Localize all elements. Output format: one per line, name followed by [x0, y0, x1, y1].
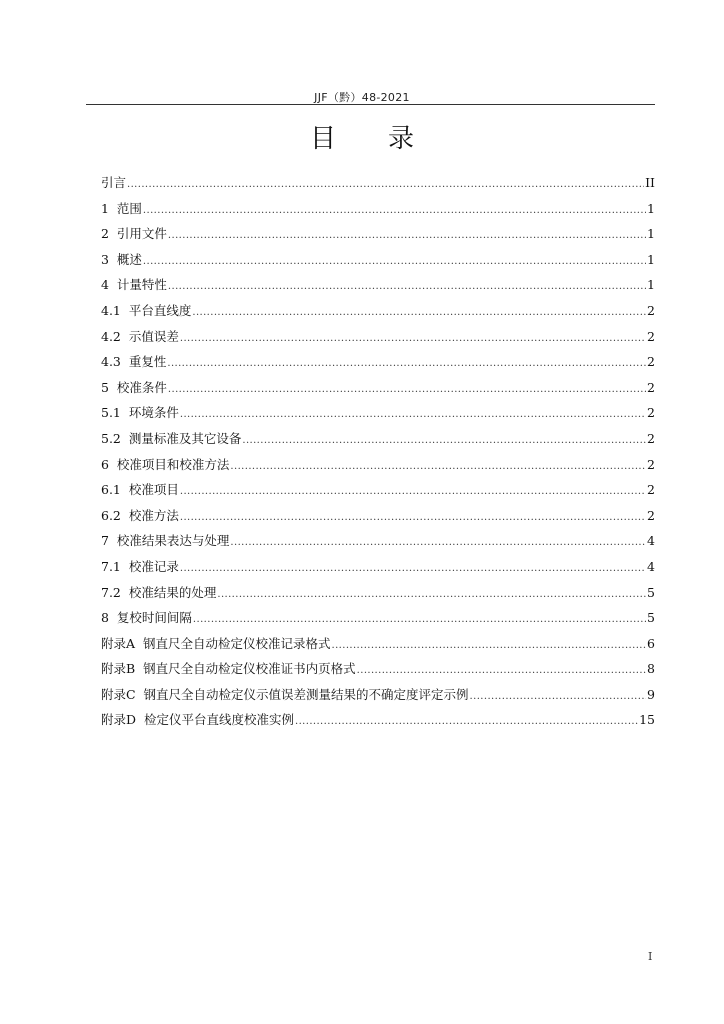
toc-entry-label	[101, 298, 191, 324]
toc-entry-number: 附录A	[101, 635, 136, 651]
toc-entry-page: 1	[647, 200, 655, 216]
toc-entry-label	[101, 349, 166, 375]
toc-entry-page: 2	[647, 482, 655, 498]
toc-entry-text: 钢直尺全自动检定仪示值误差测量结果的不确定度评定示例	[143, 686, 469, 702]
toc-entry[interactable]	[101, 349, 655, 375]
toc-entry-page: 8	[647, 661, 655, 677]
toc-entry-number: 附录D	[101, 712, 137, 728]
toc-dot-leader	[193, 607, 646, 633]
toc-entry-page: 15	[639, 712, 655, 728]
toc-entry[interactable]	[101, 477, 655, 503]
toc-entry-number: 6.1	[101, 482, 121, 498]
toc-dot-leader	[470, 684, 647, 710]
toc-entry-label	[101, 605, 192, 631]
toc-dot-leader	[180, 505, 646, 531]
page-title: 目录	[309, 124, 466, 154]
toc-entry-label	[101, 503, 179, 529]
toc-entry-label	[101, 707, 294, 733]
toc-dot-leader	[180, 402, 646, 428]
toc-entry[interactable]	[101, 221, 655, 247]
toc-entry-label	[101, 196, 142, 222]
toc-entry-text: 复校时间间隔	[116, 610, 192, 626]
toc-entry[interactable]	[101, 196, 655, 222]
toc-entry-page: 4	[647, 558, 655, 574]
toc-entry-page: 2	[647, 354, 655, 370]
toc-entry[interactable]	[101, 272, 655, 298]
toc-entry-label	[101, 375, 167, 401]
toc-dot-leader	[242, 428, 646, 454]
toc-dot-leader	[167, 351, 646, 377]
toc-entry-text: 重复性	[128, 354, 167, 370]
toc-entry[interactable]	[101, 170, 655, 196]
toc-entry[interactable]	[101, 503, 655, 529]
toc-entry-number: 附录B	[101, 661, 136, 677]
toc-dot-leader	[180, 479, 646, 505]
toc-dot-leader	[168, 274, 646, 300]
toc-entry-text: 引用文件	[116, 226, 167, 242]
toc-entry-number: 6	[101, 456, 109, 472]
toc-entry-page: 2	[647, 430, 655, 446]
toc-entry-label	[101, 631, 331, 657]
toc-entry[interactable]	[101, 656, 655, 682]
toc-entry-number: 4.2	[101, 328, 121, 344]
toc-entry-label	[101, 528, 229, 554]
toc-entry[interactable]	[101, 426, 655, 452]
toc-entry-label	[101, 426, 241, 452]
toc-entry-label	[101, 477, 179, 503]
toc-entry-text: 示值误差	[128, 328, 179, 344]
toc-entry[interactable]	[101, 247, 655, 273]
toc-entry-text: 测量标准及其它设备	[128, 430, 242, 446]
toc-entry-text: 计量特性	[116, 277, 167, 293]
toc-entry-text: 钢直尺全自动检定仪校准证书内页格式	[143, 661, 356, 677]
toc-entry-text: 范围	[116, 200, 142, 216]
toc-entry-page: 2	[647, 302, 655, 318]
toc-dot-leader	[332, 633, 647, 659]
toc-entry-page: II	[645, 175, 655, 190]
toc-entry[interactable]	[101, 554, 655, 580]
toc-entry-text: 校准结果的处理	[128, 584, 217, 600]
toc-entry-number: 8	[101, 610, 109, 626]
toc-entry-number: 5.1	[101, 405, 121, 421]
toc-entry[interactable]	[101, 324, 655, 350]
toc-entry[interactable]	[101, 605, 655, 631]
toc-entry-text: 校准方法	[128, 507, 179, 523]
toc-entry-text: 概述	[116, 251, 142, 267]
toc-entry-text: 环境条件	[128, 405, 179, 421]
toc-dot-leader	[357, 658, 646, 684]
toc-entry-label	[101, 221, 167, 247]
toc-entry-number: 4.3	[101, 354, 121, 370]
table-of-contents	[101, 170, 655, 733]
toc-entry-text: 校准项目和校准方法	[116, 456, 230, 472]
toc-dot-leader	[180, 556, 646, 582]
toc-entry-label	[101, 400, 179, 426]
document-code-header: JJF（黔）48-2021	[314, 91, 410, 104]
toc-entry-number: 2	[101, 226, 109, 242]
toc-entry-label	[101, 324, 179, 350]
toc-entry-label	[101, 656, 356, 682]
toc-entry-page: 2	[647, 405, 655, 421]
toc-dot-leader	[230, 530, 646, 556]
toc-entry-page: 5	[647, 610, 655, 626]
toc-entry-page: 6	[647, 635, 655, 651]
toc-entry-number: 4	[101, 277, 109, 293]
toc-entry[interactable]	[101, 452, 655, 478]
toc-dot-leader	[295, 709, 638, 735]
toc-entry-text: 校准条件	[116, 379, 167, 395]
toc-entry-page: 2	[647, 507, 655, 523]
toc-entry-number: 7	[101, 533, 109, 549]
toc-entry[interactable]	[101, 375, 655, 401]
toc-entry[interactable]	[101, 298, 655, 324]
toc-entry-page: 1	[647, 251, 655, 267]
toc-dot-leader	[217, 582, 646, 608]
toc-entry-number: 3	[101, 251, 109, 267]
toc-entry-text: 平台直线度	[128, 302, 192, 318]
toc-entry-page: 1	[647, 277, 655, 293]
toc-entry[interactable]	[101, 707, 655, 733]
toc-entry-text: 校准项目	[128, 482, 179, 498]
toc-entry-number: 5.2	[101, 430, 121, 446]
toc-dot-leader	[192, 300, 646, 326]
toc-entry-number: 1	[101, 200, 109, 216]
toc-entry-number: 6.2	[101, 507, 121, 523]
toc-entry-label	[101, 247, 142, 273]
toc-entry-text: 引言	[101, 175, 127, 190]
toc-entry-page: 1	[647, 226, 655, 242]
toc-dot-leader	[127, 172, 644, 198]
toc-dot-leader	[230, 454, 646, 480]
toc-entry-label	[101, 452, 229, 478]
page-number: I	[648, 950, 653, 963]
toc-entry-text: 校准记录	[128, 558, 179, 574]
toc-entry-label	[101, 272, 167, 298]
toc-entry-page: 5	[647, 584, 655, 600]
toc-dot-leader	[180, 326, 646, 352]
toc-entry-label	[101, 554, 179, 580]
toc-entry-text: 校准结果表达与处理	[116, 533, 230, 549]
toc-entry-page: 2	[647, 379, 655, 395]
toc-entry-text: 检定仪平台直线度校准实例	[143, 712, 294, 728]
toc-entry-page: 2	[647, 456, 655, 472]
toc-entry-number: 4.1	[101, 302, 121, 318]
toc-dot-leader	[143, 198, 646, 224]
toc-entry[interactable]	[101, 682, 655, 708]
toc-entry-page: 4	[647, 533, 655, 549]
toc-entry-number: 7.2	[101, 584, 121, 600]
toc-dot-leader	[168, 223, 646, 249]
toc-entry-label	[101, 580, 216, 606]
toc-dot-leader	[168, 377, 646, 403]
toc-entry[interactable]	[101, 400, 655, 426]
toc-entry-number: 附录C	[101, 686, 136, 702]
toc-entry-number: 5	[101, 379, 109, 395]
toc-entry-number: 7.1	[101, 558, 121, 574]
toc-entry-label	[101, 170, 126, 196]
header-rule	[86, 104, 655, 105]
toc-entry-text: 钢直尺全自动检定仪校准记录格式	[142, 635, 331, 651]
toc-entry-page: 9	[647, 686, 655, 702]
toc-entry[interactable]	[101, 580, 655, 606]
toc-entry[interactable]	[101, 528, 655, 554]
toc-dot-leader	[143, 249, 646, 275]
toc-entry[interactable]	[101, 631, 655, 657]
toc-entry-label	[101, 682, 469, 708]
toc-entry-page: 2	[647, 328, 655, 344]
